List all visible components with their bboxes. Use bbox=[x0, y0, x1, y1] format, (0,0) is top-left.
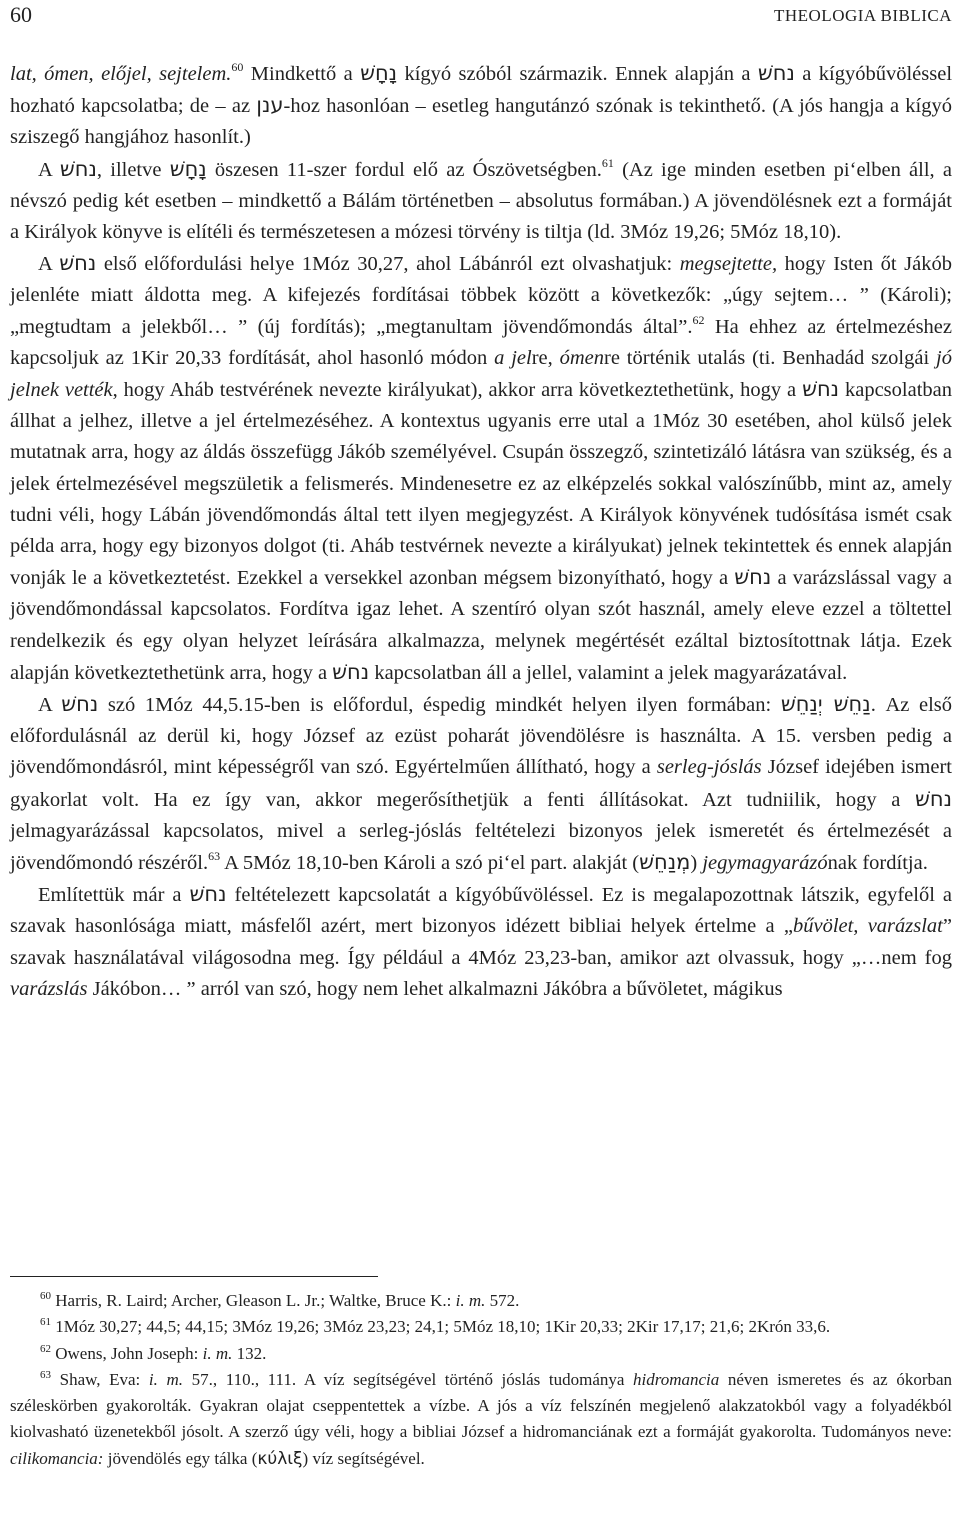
hebrew-word: נָחָשׁ bbox=[360, 61, 398, 85]
text-span: Jákóbon… ” arról van szó, hogy nem lehet alkalmazni Jákóbra a bűvöletet, mágikus bbox=[87, 977, 783, 1000]
text-span: i. m. bbox=[455, 1291, 486, 1310]
text-span: 57., 110., 111. A víz segítségével történő jóslás tudománya bbox=[183, 1369, 634, 1389]
text-span: jó jelnek vették bbox=[10, 346, 952, 402]
text-span: jelmagyarázással kapcsolatos, mivel a serleg-jóslás feltételezi bizonyos jelek ismeretét és értelmezését a jövendőmondó részéről. bbox=[10, 819, 952, 875]
paragraph bbox=[10, 58, 952, 154]
hebrew-word: נחשׁ bbox=[734, 565, 772, 590]
text-span: cilikomancia: bbox=[10, 1448, 104, 1468]
text-span: 132. bbox=[232, 1343, 267, 1363]
text-span: re, bbox=[531, 346, 560, 369]
hebrew-phrase: נַחֵשׁ יְנַחֵשׁ bbox=[780, 692, 871, 717]
text-span: i. m. bbox=[202, 1343, 233, 1363]
text-span: . Az első előfordulásnál az derül ki, hogy József az ezüst poharát jövendölésre is használta. A 15. versben pedig a jövendőmondásról, mint képességről van szó. Egyértelműen állítható, hogy a bbox=[10, 694, 952, 779]
footnote bbox=[10, 1341, 952, 1367]
text-span: A 5Móz 18,10-ben Károli a szó pi‘el part. alakját ( bbox=[220, 852, 640, 875]
hebrew-word: נחשׁ bbox=[332, 659, 370, 684]
footnote bbox=[10, 1314, 952, 1340]
footnote-ref[interactable]: 63 bbox=[208, 849, 221, 864]
text-span: 572. bbox=[485, 1291, 520, 1310]
footnote-ref[interactable]: 61 bbox=[601, 155, 614, 170]
text-span: hidromancia bbox=[633, 1369, 720, 1389]
text-span: (Az ige minden esetben pi‘elben áll, a névszó pedig két esetben – mindkettő a Bálám történetben – absolutus formában.) A jövendölésnek ezt a formáját a Királyok könyve is elítéli és természetesen a mózesi törvény is tiltja (ld. 3Móz 19,26; 5Móz 18,10). bbox=[10, 158, 952, 244]
footnote-text: Owens, John Joseph: bbox=[55, 1343, 203, 1363]
hebrew-word: נחשׁ bbox=[59, 251, 97, 276]
text-span: -hoz hasonlóan – esetleg hangutánzó szónak is tekinthető. (A jós hangja a kígyó sziszegő hangjához hasonlít.) bbox=[10, 95, 952, 149]
greek-word: κύλιξ bbox=[257, 1448, 303, 1469]
hebrew-word: נחשׁ bbox=[802, 377, 840, 402]
hebrew-word: נחשׁ bbox=[59, 156, 97, 181]
text-span: hogy Isten őt Jákób jelenléte miatt áldotta meg. A kifejezés fordításai többek között a következők: „úgy sejtem… ” (Károli); „megtudtam a jelekből… ” (új fordítás); „megtanultam jövendőmondás által”. bbox=[10, 253, 952, 338]
text-span: bűvölet, varázslat bbox=[792, 915, 943, 938]
text-span: a jel bbox=[494, 346, 532, 369]
footnote-number: 60 bbox=[40, 1290, 51, 1302]
text-span: néven ismeretes és az ókorban széleskörben gyakorolták. Gyakran olajat cseppentettek a vízbe. A jós a víz felszínén megjelenő alakzatokból vagy a folyadékból kiolvasható üzenetekből jósolt. A szerző úgy véli, hogy a bibliai József a hidromanciának ezt a formáját gyakorolta. Tudományos neve: bbox=[10, 1369, 953, 1442]
footnote-ref[interactable]: 62 bbox=[692, 312, 705, 327]
hebrew-word: ענן bbox=[256, 93, 284, 118]
text-span: feltételezett kapcsolatát a kígyóbűvöléssel. Ez is megalapozottnak látszik, egyfelől a szavak hasonlósága miatt, másfelől azért, mert bizonyos idézett bibliai helyek értelme a „ bbox=[10, 884, 952, 938]
hebrew-word: נחשׁ bbox=[189, 882, 227, 907]
text-span: kapcsolatban állhat a jelhez, illetve a jel értelmezéséhez. A kontextus ugyanis erre utal a 1Móz 30 esetében, ahol külső jelek mutatnak arra, hogy az áldás összefügg Jákób személyével. Csupán összegző, szintetizáló látásra van szükség, és a jelek értelmezésével megszületik a felismerés. Mindenesetre ez az elképzelés sokkal valószínűbb, mint az, amely tudni véli, hogy Lábán jövendőmondás által tett ilyen megjegyzést. A Királyok könyvének tudósítása ismét csak példa arra, hogy egy bizonyos dolgot (ti. Aháb testvérnek nevezte a királyukat) jelnek tekintettek és ennek alapján vonják le a következtetést. Ezekkel a versekkel azonban mégsem bizonyítható, hogy a bbox=[10, 379, 953, 590]
text-span: A bbox=[38, 253, 60, 276]
footnote-text: Shaw, Eva: bbox=[59, 1369, 149, 1389]
footnote-ref[interactable]: 60 bbox=[231, 60, 244, 74]
text-span: a kígyóbűvöléssel hozható kapcsolatba; de – az bbox=[10, 63, 953, 118]
text-span: kígyó szóból származik. Ennek alapján a bbox=[397, 63, 758, 85]
text-span: ómen bbox=[559, 346, 605, 369]
text-span: ) víz segítségével. bbox=[302, 1448, 425, 1468]
text-span: jegymagyarázó bbox=[702, 852, 828, 875]
text-span: varázslás bbox=[10, 977, 88, 1000]
text-span: ) bbox=[690, 852, 703, 875]
text-span: jövendölés egy tálka ( bbox=[103, 1448, 258, 1468]
main-text bbox=[10, 58, 952, 1005]
paragraph bbox=[10, 154, 952, 249]
running-title: THEOLOGIA BIBLICA bbox=[773, 6, 952, 25]
text-span: A bbox=[38, 158, 60, 181]
text-span: megsejtette, bbox=[679, 253, 778, 276]
hebrew-word: נחשׁ bbox=[757, 61, 795, 85]
text-span: serleg-jóslás bbox=[656, 756, 762, 779]
hebrew-word: נחשׁ bbox=[914, 786, 952, 811]
text-span: i. m. bbox=[148, 1369, 183, 1389]
text-span: a varázslással vagy a jövendőmondással kapcsolatos. Fordítva igaz lehet. A szentíró olyan szót használ, amely eleve ezzel a töltettel rendelkezik és egy olyan helyzet leírására alkalmazza, melynek megértését ezáltal biztosítottnak látja. Ezek alapján következtethetünk arra, hogy a bbox=[10, 567, 953, 684]
text-span: re történik utalás (ti. Benhadád szolgái bbox=[604, 346, 937, 369]
paragraph bbox=[10, 689, 952, 879]
text-span: Említettük már a bbox=[38, 884, 190, 907]
text-span: első előfordulási helye 1Móz 30,27, ahol Lábánról ezt olvashatjuk: bbox=[96, 253, 680, 276]
text-span: Mindkettő a bbox=[243, 63, 361, 85]
footnote-separator bbox=[10, 1276, 378, 1277]
footnote-text: Harris, R. Laird; Archer, Gleason L. Jr.; Waltke, Bruce K.: bbox=[55, 1291, 456, 1310]
text-span: , hogy Aháb testvérének nevezte királyukat), akkor arra következtethetünk, hogy a bbox=[112, 379, 803, 402]
text-span: nak fordítja. bbox=[827, 852, 928, 875]
text-span: szó 1Móz 44,5.15-ben is előfordul, éspedig mindkét helyen ilyen formában: bbox=[98, 694, 781, 717]
footnote-number: 61 bbox=[40, 1316, 51, 1329]
hebrew-word: נחשׁ bbox=[61, 692, 99, 717]
footnote-number: 63 bbox=[40, 1368, 51, 1381]
text-span: lat, ómen, előjel, sejtelem. bbox=[10, 63, 232, 85]
text-span: , illetve bbox=[96, 158, 170, 181]
hebrew-word: מְנַחֵשׁ bbox=[639, 850, 691, 875]
text-span: kapcsolatban áll a jellel, valamint a jelek magyarázatával. bbox=[369, 661, 848, 684]
page-number: 60 bbox=[10, 2, 32, 27]
page-header bbox=[10, 2, 952, 30]
text-span: József idejében ismert gyakorlat volt. Ha ez így van, akkor megerősíthetjük a fenti állításokat. Azt tudniilik, hogy a bbox=[10, 756, 952, 811]
paragraph bbox=[10, 248, 952, 689]
text-span: öszesen 11-szer fordul elő az Ószövetségben. bbox=[206, 158, 602, 181]
text-span: Ha ehhez az értelmezéshez kapcsoljuk az 1Kir 20,33 fordítását, ahol hasonló módon bbox=[10, 315, 952, 369]
paragraph bbox=[10, 879, 952, 1005]
footnote-number: 62 bbox=[40, 1342, 51, 1355]
footnote bbox=[10, 1367, 952, 1472]
footnote-text: 1Móz 30,27; 44,5; 44,15; 3Móz 19,26; 3Móz 23,23; 24,1; 5Móz 18,10; 1Kir 20,33; 2Kir 17,17; 21,6; 2Krón 33,6. bbox=[55, 1317, 831, 1337]
text-span: ” szavak használatával világosodna meg. Így például a 4Móz 23,23-ban, amikor azt olvassuk, hogy „…nem fog bbox=[10, 915, 952, 969]
footnote bbox=[10, 1288, 952, 1314]
text-span: A bbox=[38, 694, 62, 717]
hebrew-word: נָחָשׁ bbox=[169, 156, 207, 181]
footnotes bbox=[10, 1288, 952, 1472]
